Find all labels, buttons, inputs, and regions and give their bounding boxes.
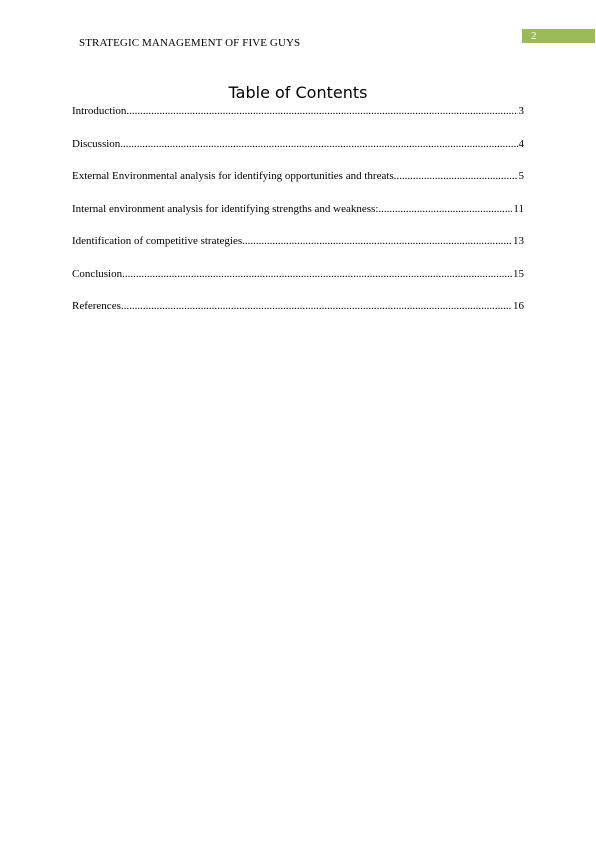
toc-entry-page: 11 <box>513 202 524 215</box>
toc-entry-title: Internal environment analysis for identifying strengths and weakness: <box>72 202 379 215</box>
page-number: 2 <box>531 30 537 42</box>
toc-entry-internal-analysis[interactable] <box>72 203 524 236</box>
running-head: STRATEGIC MANAGEMENT OF FIVE GUYS <box>79 37 301 49</box>
toc-entry-page: 5 <box>518 170 524 182</box>
toc-entry-references[interactable] <box>72 300 524 333</box>
toc-title: Table of Contents <box>228 83 368 102</box>
toc-dot-leader <box>121 300 512 313</box>
toc-entry-title: References <box>72 300 121 312</box>
toc-entry-title: Identification of competitive strategies <box>72 235 243 247</box>
toc-entry-page: 16 <box>513 300 524 312</box>
page-number-box <box>522 29 595 43</box>
toc-dot-leader <box>242 235 512 248</box>
toc-entry-discussion[interactable] <box>72 138 524 171</box>
toc-entry-title: External Environmental analysis for identifying opportunities and threats <box>72 170 394 182</box>
toc-list <box>72 105 524 333</box>
toc-entry-conclusion[interactable] <box>72 268 524 301</box>
toc-entry-title: Introduction <box>72 105 127 117</box>
toc-dot-leader <box>120 138 517 151</box>
toc-dot-leader <box>378 203 512 216</box>
toc-entry-external-analysis[interactable] <box>72 170 524 203</box>
toc-dot-leader <box>394 170 518 183</box>
toc-entry-title: Discussion <box>72 137 121 150</box>
toc-entry-title: Conclusion <box>72 267 123 280</box>
toc-entry-page: 3 <box>518 105 524 117</box>
toc-dot-leader <box>122 268 512 281</box>
toc-dot-leader <box>126 105 517 118</box>
toc-entry-introduction[interactable] <box>72 105 524 138</box>
toc-entry-page: 4 <box>518 137 524 150</box>
toc-entry-page: 15 <box>513 267 524 280</box>
toc-entry-competitive-strategies[interactable] <box>72 235 524 268</box>
toc-entry-page: 13 <box>513 235 524 247</box>
